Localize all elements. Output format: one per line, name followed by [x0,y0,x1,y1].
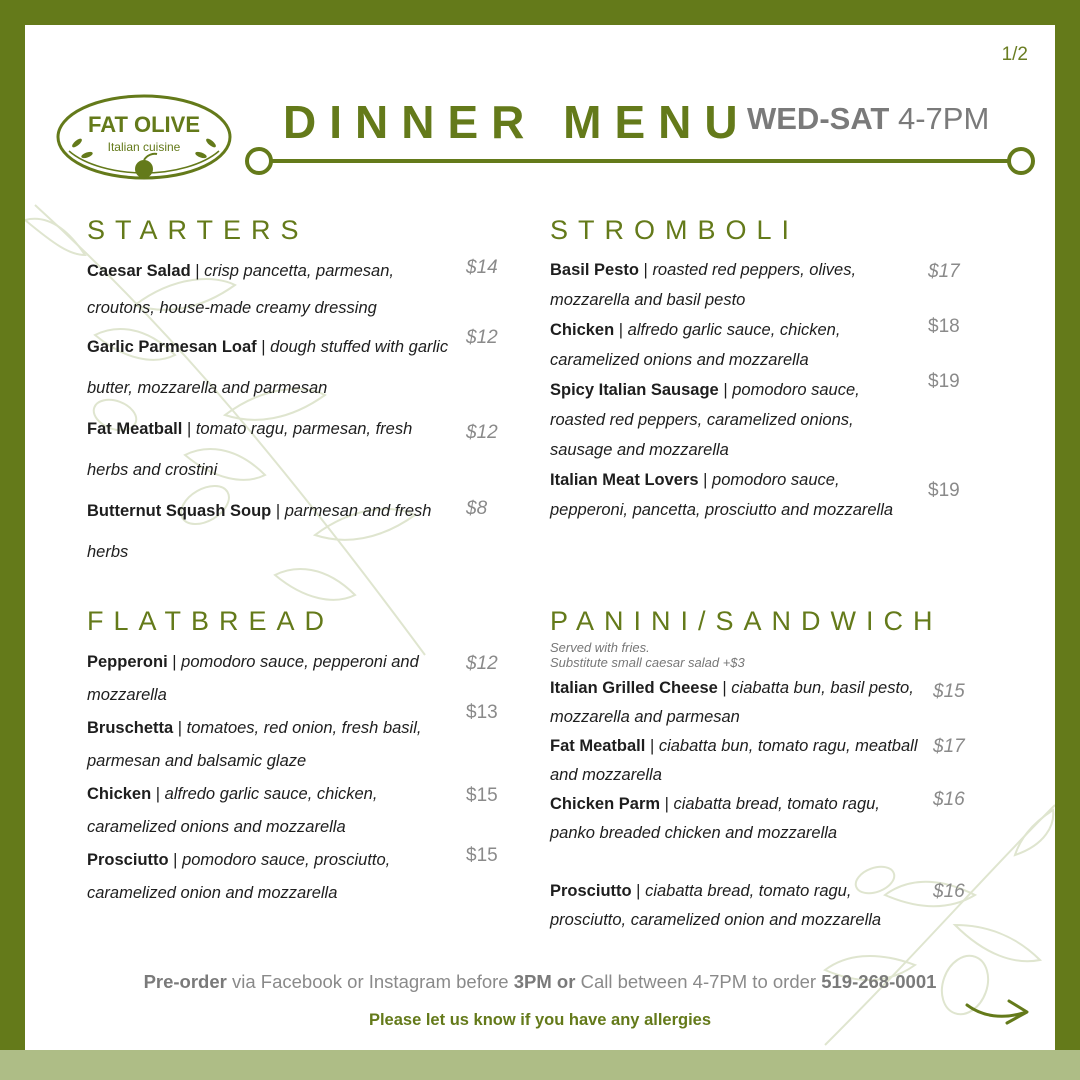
item-description: alfredo garlic sauce, chicken, caramelized onions and mozzarella [87,785,378,836]
item-name: Pepperoni [87,653,168,671]
menu-item-prosciutto-flatbread [87,844,437,910]
item-separator: | [660,795,674,813]
item-description: dough stuffed with garlic butter, mozzarella and parmesan [87,338,449,397]
arrow-right-icon [963,991,1035,1031]
item-separator: | [638,261,653,279]
item-description: pomodoro sauce, pepperoni and mozzarella [87,653,419,704]
menu-item-prosciutto-sandwich [550,877,925,935]
item-name: Italian Grilled Cheese [550,679,718,697]
item-description: crisp pancetta, parmesan, croutons, house-made creamy dressing [87,262,394,317]
item-price: $16 [933,881,965,902]
item-separator: | [645,737,659,755]
item-description: ciabatta bread, tomato ragu, prosciutto, caramelized onion and mozzarella [550,882,882,929]
menu-item-spicy-italian-sausage [550,375,900,465]
item-name: Fat Meatball [87,420,183,438]
section-heading-stromboli: STROMBOLI [550,215,800,245]
item-description: roasted red peppers, olives, mozzarella and basil pesto [550,261,857,309]
panini-note-substitute: Substitute small caesar salad +$3 [550,655,745,670]
item-name: Chicken Parm [550,795,661,813]
service-days: WED-SAT [747,101,890,136]
item-price: $19 [928,371,960,392]
preorder-time: 3PM or [513,971,576,992]
item-price: $8 [466,498,488,519]
section-heading-starters: STARTERS [87,215,309,245]
item-description: pomodoro sauce, prosciutto, caramelized onion and mozzarella [87,851,391,902]
title-divider [243,143,1037,179]
item-name: Chicken [550,321,615,339]
item-description: ciabatta bread, tomato ragu, panko breaded chicken and mozzarella [550,795,880,842]
item-name: Butternut Squash Soup [87,502,272,520]
item-description: tomato ragu, parmesan, fresh herbs and crostini [87,420,413,479]
item-name: Chicken [87,785,152,803]
item-name: Garlic Parmesan Loaf [87,338,257,356]
item-price: $19 [928,480,960,501]
section-heading-panini-sandwich: PANINI/SANDWICH [550,606,943,636]
menu-item-basil-pesto [550,255,900,315]
item-description: pomodoro sauce, roasted red peppers, caramelized onions, sausage and mozzarella [550,381,860,459]
menu-item-pepperoni [87,646,437,712]
item-price: $15 [933,681,965,702]
item-name: Italian Meat Lovers [550,471,699,489]
bottom-band [0,1050,1080,1080]
item-name: Caesar Salad [87,262,191,280]
preorder-label: Pre-order [143,971,227,992]
item-description: tomatoes, red onion, fresh basil, parmesan and balsamic glaze [87,719,422,770]
preorder-call: Call between 4-7PM to order [575,971,822,992]
item-description: pomodoro sauce, pepperoni, pancetta, prosciutto and mozzarella [550,471,894,519]
logo-text-sub: Italian cuisine [107,140,181,154]
menu-item-fat-meatball-sandwich [550,732,920,790]
item-separator: | [151,785,165,803]
page-title: DINNER MENU [283,96,751,148]
service-time: 4-7PM [897,101,990,136]
menu-item-fat-meatball [87,409,457,491]
item-separator: | [717,679,732,697]
item-name: Prosciutto [550,882,632,900]
item-separator: | [173,719,187,737]
item-price: $18 [928,316,960,337]
item-name: Spicy Italian Sausage [550,381,719,399]
item-description: parmesan and fresh herbs [87,502,432,561]
menu-item-chicken-flatbread [87,778,437,844]
menu-item-caesar-salad [87,253,457,327]
item-description: ciabatta bun, tomato ragu, meatball and mozzarella [550,737,918,784]
item-price: $12 [466,653,498,674]
item-price: $12 [466,422,498,443]
allergy-note: Please let us know if you have any allergies [368,1011,712,1029]
item-price: $17 [928,261,960,282]
menu-item-butternut-squash-soup [87,491,457,573]
menu-item-garlic-parmesan-loaf [87,327,457,409]
item-name: Basil Pesto [550,261,639,279]
preorder-instructions [25,971,1055,993]
page-number: 1/2 [1001,44,1028,65]
item-separator: | [614,321,628,339]
item-price: $15 [466,785,498,806]
menu-item-italian-meat-lovers [550,465,900,525]
item-price: $14 [466,257,498,278]
service-hours [747,101,989,137]
logo-text-main: FAT OLIVE [87,112,201,137]
item-description: ciabatta bun, basil pesto, mozzarella and parmesan [550,679,914,726]
fat-olive-logo [55,93,233,181]
item-price: $16 [933,789,965,810]
item-separator: | [190,262,205,280]
item-separator: | [256,338,271,356]
item-separator: | [698,471,713,489]
item-description: alfredo garlic sauce, chicken, caramelized onions and mozzarella [550,321,841,369]
menu-item-chicken-parm [550,790,900,848]
item-separator: | [182,420,196,438]
item-price: $12 [466,327,498,348]
item-price: $15 [466,845,498,866]
item-separator: | [167,653,182,671]
menu-page [25,25,1055,1050]
menu-item-italian-grilled-cheese [550,674,920,732]
item-name: Prosciutto [87,851,169,869]
panini-note-fries: Served with fries. [550,640,650,655]
item-separator: | [168,851,183,869]
item-price: $17 [933,736,965,757]
item-separator: | [718,381,733,399]
item-name: Fat Meatball [550,737,646,755]
item-separator: | [631,882,646,900]
phone-number: 519-268-0001 [821,971,937,992]
preorder-via: via Facebook or Instagram before [226,971,514,992]
menu-item-bruschetta [87,712,437,778]
item-price: $13 [466,702,498,723]
item-name: Bruschetta [87,719,174,737]
item-separator: | [271,502,285,520]
menu-item-chicken-stromboli [550,315,900,375]
panini-note [550,640,745,670]
section-heading-flatbread: FLATBREAD [87,606,335,636]
